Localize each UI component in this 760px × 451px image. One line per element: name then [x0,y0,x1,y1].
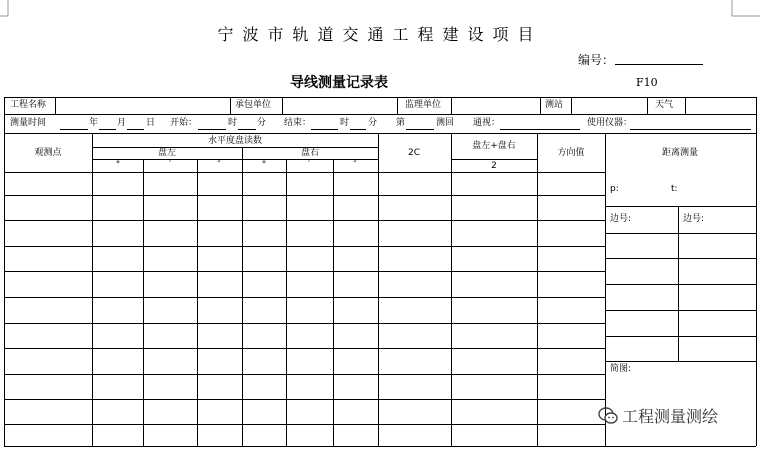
end-minute-label: 分 [368,118,378,128]
day-label: 日 [146,118,156,128]
sight-blank [500,129,580,130]
end-minute-blank [350,129,366,130]
deg-symbol-right: ° [261,160,267,170]
end-hour-label: 时 [340,118,350,128]
year-label: 年 [89,118,99,128]
station-col-header: 观测点 [34,148,62,158]
month-blank [99,129,116,130]
supervisor-label: 监理单位 [405,100,442,110]
round-label: 测回 [436,118,455,128]
start-minute-blank [238,129,256,130]
day-blank [127,129,144,130]
number-label: 编号： [578,53,615,67]
start-minute-label: 分 [257,118,267,128]
project-title: 宁波市轨道交通工程建设项目 [217,25,543,44]
sketch-label: 简图: [610,364,632,374]
mean-header-bottom: 2 [491,161,497,171]
year-blank [60,129,88,130]
start-label: 开始： [170,118,198,128]
round-blank [406,129,434,130]
end-hour-blank [311,129,338,130]
form-code: F10 [636,76,658,89]
horizontal-reading-header: 水平度盘读数 [207,136,263,146]
instrument-label: 使用仪器： [587,118,633,128]
wechat-icon [598,406,618,426]
side-number-label-2: 边号: [683,214,705,224]
start-hour-label: 时 [228,118,238,128]
page-corner-mark-left [0,0,10,18]
station-label: 测站 [545,100,564,110]
two-c-header: 2C [407,148,421,158]
sec-symbol-right: ″ [353,160,357,170]
month-label: 月 [117,118,127,128]
face-right-header: 盘右 [300,148,320,158]
side-number-label-1: 边号: [610,214,632,224]
end-label: 结束： [284,118,312,128]
sight-label: 通视： [473,118,501,128]
direction-header: 方向值 [557,148,585,158]
nth-label: 第 [396,118,406,128]
face-left-header: 盘左 [157,148,177,158]
measure-time-label: 测量时间 [10,118,47,128]
number-underline [615,64,703,65]
project-name-label: 工程名称 [10,100,47,110]
distance-header: 距离测量 [661,148,699,158]
page-corner-mark-right [730,0,760,18]
instrument-blank [630,129,751,130]
sec-symbol-left: ″ [217,160,221,170]
p-label: p: [610,184,619,194]
min-symbol-right: ′ [307,160,311,170]
contractor-label: 承包单位 [235,100,272,110]
mean-header-top: 盘左+盘右 [472,141,516,151]
form-title: 导线测量记录表 [290,75,388,91]
watermark [598,404,718,427]
min-symbol-left: ′ [168,160,172,170]
deg-symbol-left: ° [115,160,121,170]
watermark-text: 工程测量测绘 [622,407,719,426]
start-hour-blank [198,129,226,130]
t-label: t: [671,184,678,194]
weather-label: 天气 [655,100,674,110]
